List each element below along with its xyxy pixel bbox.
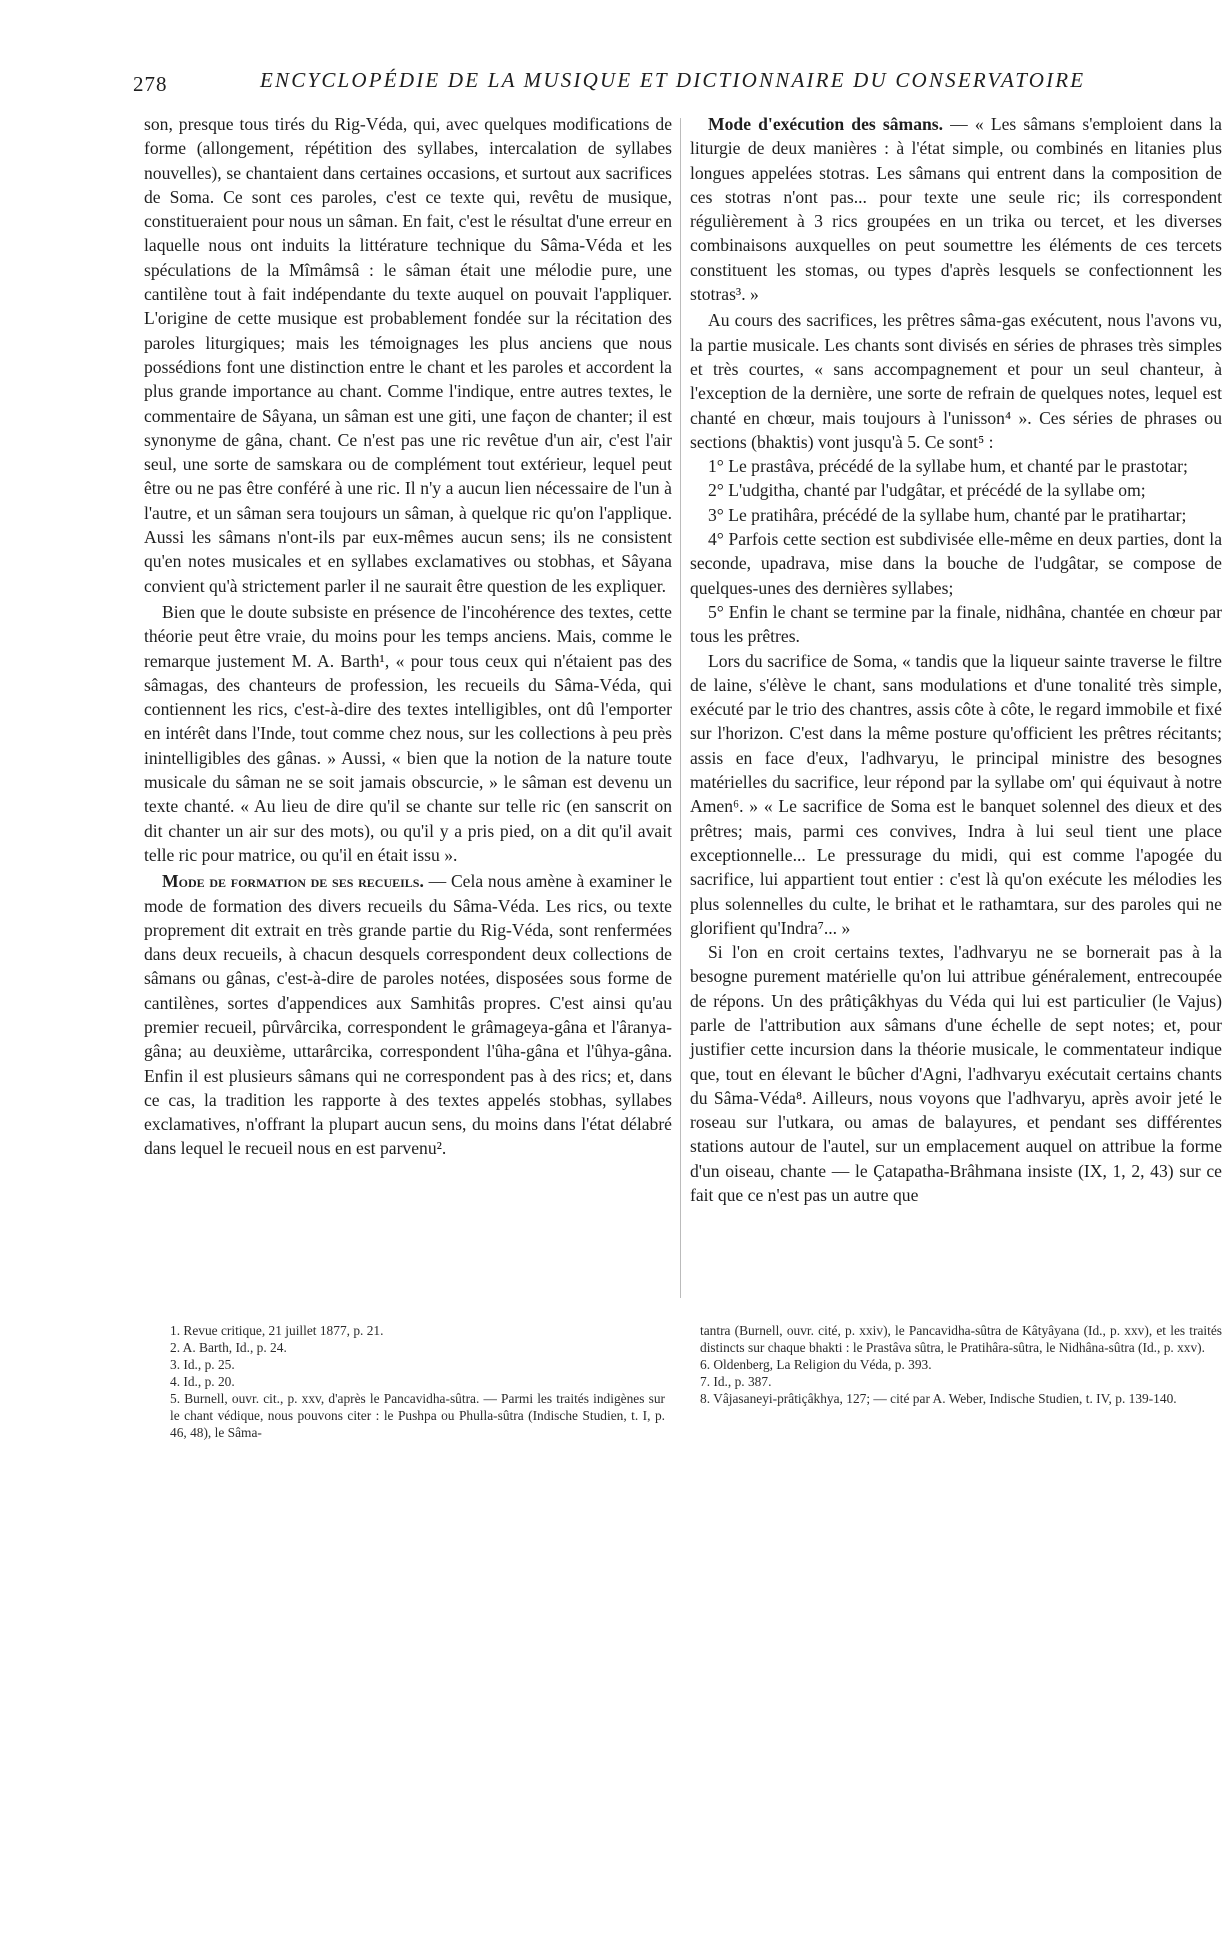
list-item: 1° Le prastâva, précédé de la syllabe hum, et chanté par le prastotar; xyxy=(708,456,1188,477)
list-item: 2° L'udgitha, chanté par l'udgâtar, et précédé de la syllabe om; xyxy=(708,480,1146,501)
left-column xyxy=(144,112,672,1161)
paragraph: son, presque tous tirés du Rig-Véda, qui, avec quelques modifications de forme (allongement, répétition des syllabes, intercalation de syllabes nouvelles), se chantaient dans certaines occasions, et surtout aux sacrifices de Soma. Ce sont ces paroles, c'est ce texte qui, revêtu de musique, constitueraient pour nous un sâman. En fait, c'est le résultat d'une erreur en laquelle nous ont induits la littérature technique du Sâma-Véda et les spéculations de la Mîmâmsâ : le sâman était une mélodie pure, une cantilène tout à fait indépendante du texte auquel on pouvait l'appliquer. L'origine de cette musique est probablement fondée sur la récitation des paroles liturgiques; mais les témoignages les plus anciens que nous possédions font une distinction entre le chant et les paroles et accordent la plus grande importance au chant. Comme l'indique, entre autres textes, le commentaire de Sâyana, un sâman est une giti, une façon de chanter; il est synonyme de gâna, chant. Ce n'est pas une ric revêtue d'un air, c'est l'air seul, une sorte de samskara ou de complément tout extérieur, lequel peut être ou ne pas être conféré à une ric. Il n'y a aucun lien nécessaire de l'un à l'autre, et un sâman sera toujours un sâman, à quelque ric qu'on l'applique. Aussi les sâmans n'ont-ils par eux-mêmes aucun sens; ils ne consistent qu'en notes musicales et en syllabes exclamatives ou stobhas, et Sâyana convient qu'à strictement parler il ne saurait être question de les expliquer. xyxy=(144,114,672,596)
footnotes-right xyxy=(700,1322,1222,1407)
list-item: 4° Parfois cette section est subdivisée elle-même en deux parties, dont la seconde, upadrava, mise dans la bouche de l'udgâtar, se compose de quelques-unes des dernières syllabes; xyxy=(690,529,1222,598)
page-header xyxy=(130,66,1220,96)
list-item: 5° Enfin le chant se termine par la finale, nidhâna, chantée en chœur par tous les prêtres. xyxy=(690,601,1222,647)
footnote: 1. Revue critique, 21 juillet 1877, p. 21. xyxy=(170,1323,384,1338)
paragraph-text: — Cela nous amène à examiner le mode de formation des divers recueils du Sâma-Véda. Les rics, ou texte proprement dit extrait en très grande partie du Rig-Véda, sont renfermées dans deux recueils, à chacun desquels correspondent deux collections de sâmans ou gânas, c'est-à-dire de paroles notées, disposées sous forme de cantilènes, sortes d'appendices aux Samhitâs propres. C'est ainsi qu'au premier recueil, pûrvârcika, correspondent le grâmageya-gâna et l'âranya-gâna; au deuxième, uttarârcika, correspondent l'ûha-gâna et l'ûhya-gâna. Enfin il est plusieurs sâmans qui ne correspondent pas à des rics; et, dans ce cas, la tradition les rapporte à des textes appelés stobhas, syllabes exclamatives, n'offrant la plupart aucun sens, du moins dans l'état délabré dans lequel le recueil nous en est parvenu². xyxy=(144,871,673,1159)
paragraph: Lors du sacrifice de Soma, « tandis que la liqueur sainte traverse le filtre de laine, s'élève le chant, sans modulations et d'une tonalité très simple, exécuté par le trio des chantres, assis côte à côte, le regard immobile et fixé sur l'horizon. C'est dans la même posture qu'officient les prêtres récitants; assis en face d'eux, l'adhvaryu, le principal ministre des besognes matérielles du sacrifice, leur répond par la syllabe om' qui équivaut à notre Amen⁶. » « Le sacrifice de Soma est le banquet solennel des dieux et des prêtres; mais, parmi ces convives, Indra à lui seul tient une place exceptionnelle... Le pressurage du midi, qui est comme l'apogée du sacrifice, lui appartient tout entier : c'est là qu'on exécute les mélodies les plus solennelles du culte, le brihat et le rathamtara, sur des paroles qui ne glorifient qu'Indra⁷... » xyxy=(690,650,1222,938)
paragraph: Si l'on en croit certains textes, l'adhvaryu ne se bornerait pas à la besogne purement matérielle qu'on lui attribue généralement, entrecoupée de répons. Un des prâtiçâkhyas du Véda qui lui est particulier (le Vajus) parle de l'attribution aux sâmans d'une échelle de sept notes; et, pour justifier cette incursion dans la théorie musicale, le commentateur indique que, tout en élevant le bûcher d'Agni, l'adhvaryu exécutait certains chants du Sâma-Véda⁸. Ailleurs, nous voyons que l'adhvaryu, après avoir jeté le roseau sur l'utkara, ou amas de balayures, et pendant ses différentes stations autour de l'autel, sur un emplacement auquel on attribue la forme d'un oiseau, chante — le Çatapatha-Brâhmana insiste (IX, 1, 2, 43) sur ce fait que ce n'est pas un autre que xyxy=(690,942,1222,1206)
footnote: 8. Vâjasaneyi-prâtiçâkhya, 127; — cité par A. Weber, Indische Studien, t. IV, p. 139-140. xyxy=(700,1391,1177,1406)
footnote: 4. Id., p. 20. xyxy=(170,1374,235,1389)
running-title: ENCYCLOPÉDIE DE LA MUSIQUE ET DICTIONNAIRE DU CONSERVATOIRE xyxy=(260,68,1086,92)
section-paragraph xyxy=(690,112,1222,306)
footnote: 5. Burnell, ouvr. cit., p. xxv, d'après le Pancavidha-sûtra. — Parmi les traités indigènes sur le chant védique, nous pouvons citer : le Pushpa ou Phulla-sûtra (Indische Studien, t. I, p. 46, 48), le Sâma- xyxy=(170,1391,665,1440)
list-item: 3° Le pratihâra, précédé de la syllabe hum, chanté par le pratihartar; xyxy=(708,504,1187,525)
right-column xyxy=(690,112,1222,1207)
footnote: 2. A. Barth, Id., p. 24. xyxy=(170,1340,287,1355)
paragraph: Bien que le doute subsiste en présence de l'incohérence des textes, cette théorie peut être vraie, du moins pour les temps anciens. Mais, comme le remarque justement M. A. Barth¹, « pour tous ceux qui n'étaient pas des sâmagas, des chanteurs de profession, les recueils du Sâma-Véda, qui contiennent les rics, c'est-à-dire des textes intelligibles, ont dû l'emporter en intérêt dans l'Inde, tout comme chez nous, sur les collections à peu près inintelligibles des gânas. » Aussi, « bien que la notion de la nature toute musicale du sâman ne se soit jamais obscurcie, » le sâman est devenu un texte chanté. « Au lieu de dire qu'il se chante sur telle ric (en sanscrit on dit chanter un air sur des mots), ou qu'il y a pris pied, on a dit qu'il avait telle ric pour matrice, ou qu'il en était issu ». xyxy=(144,601,672,865)
section-heading: Mode de formation de ses recueils. xyxy=(162,871,424,892)
paragraph-text: — « Les sâmans s'emploient dans la liturgie de deux manières : à l'état simple, ou combinés en litanies plus longues appelées stotras. Les sâmans qui entrent dans la composition de ces stotras n'ont pas... pour texte une seule ric; ils correspondent régulièrement à 3 rics groupées en un trika ou tercet, et les diverses combinaisons auxquelles on peut soumettre les éléments de ces tercets constituent les stomas, ou types d'après lesquels se confectionnent les stotras³. » xyxy=(690,114,1222,305)
section-paragraph xyxy=(144,869,672,1161)
footnotes-left xyxy=(170,1322,665,1441)
column-divider xyxy=(680,118,681,1298)
paragraph: Au cours des sacrifices, les prêtres sâma-gas exécutent, nous l'avons vu, la partie musicale. Les chants sont divisés en séries de phrases très simples et très courtes, « sans accompagnement et pour un seul chanteur, à l'exception de la dernière, une sorte de refrain de quelques notes, lequel est chanté en chœur, mais toujours à l'unisson⁴ ». Ces séries de phrases ou sections (bhaktis) vont jusqu'à 5. Ce sont⁵ : xyxy=(690,310,1222,452)
footnote: 6. Oldenberg, La Religion du Véda, p. 393. xyxy=(700,1357,932,1372)
section-heading: Mode d'exécution des sâmans. xyxy=(708,114,944,134)
footnote: tantra (Burnell, ouvr. cité, p. xxiv), le Pancavidha-sûtra de Kâtyâyana (Id., p. xxv), et les traités distincts sur chaque bhakti : le Prastâva sûtra, le Pratihâra-sûtra, le Nidhâna-sûtra (Id., p. xxv). xyxy=(700,1323,1222,1355)
footnote: 3. Id., p. 25. xyxy=(170,1357,235,1372)
footnote: 7. Id., p. 387. xyxy=(700,1374,772,1389)
page-number: 278 xyxy=(133,72,168,96)
